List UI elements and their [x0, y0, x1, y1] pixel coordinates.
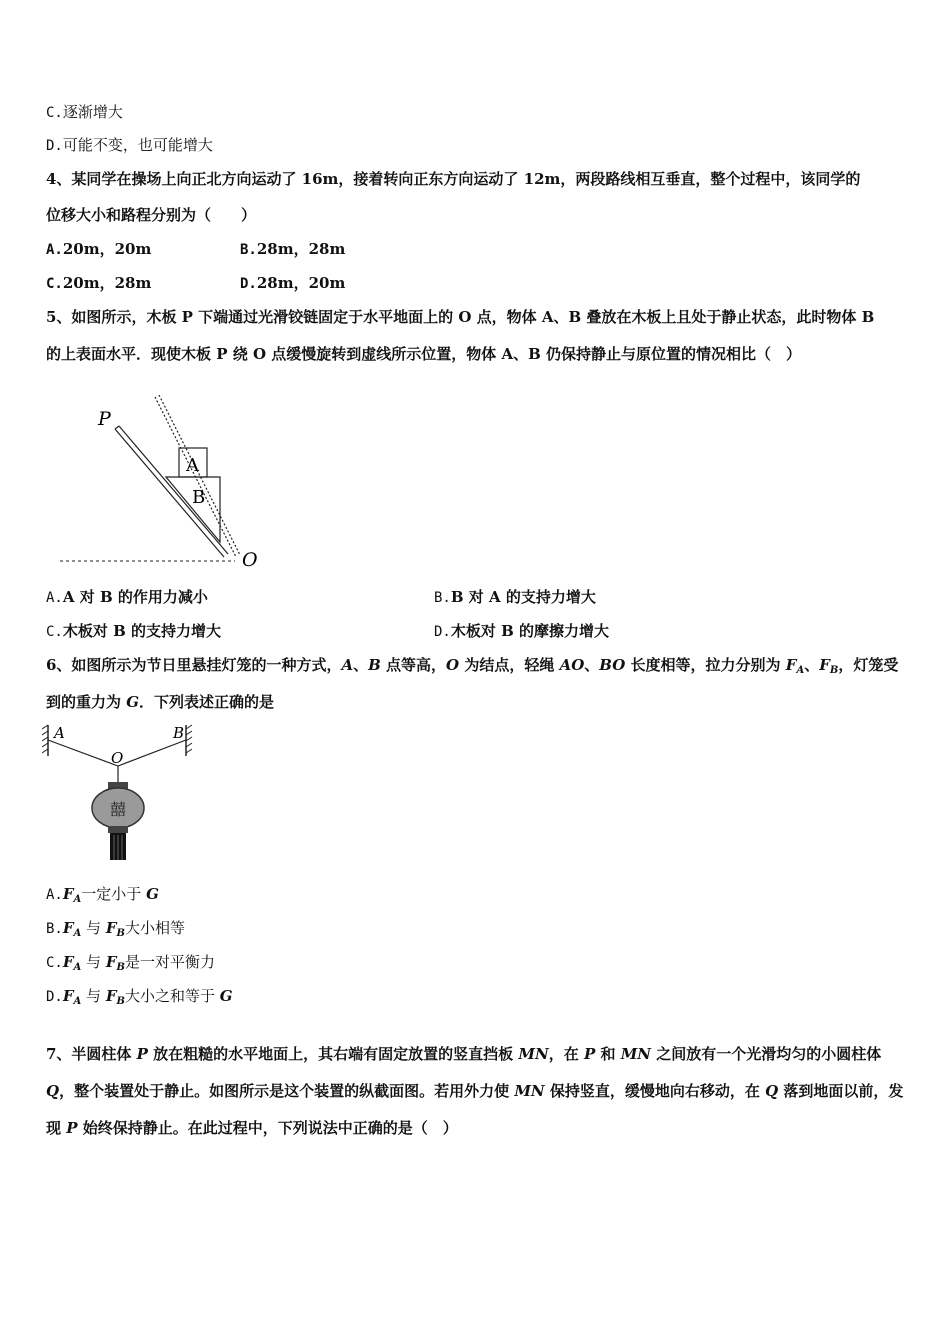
option-text: 木板对 B 的支持力增大	[62, 622, 221, 640]
label-a: A	[54, 724, 65, 742]
q4-option-d	[240, 273, 345, 294]
label-o: O	[242, 549, 258, 571]
option-text: 20m，28m	[62, 274, 152, 292]
q5-option-c	[46, 621, 221, 642]
q6-figure	[42, 720, 202, 865]
q4-stem-line2: 位移大小和路程分别为（ ）	[46, 206, 257, 224]
q5-option-d	[434, 621, 609, 642]
q5-figure	[55, 395, 275, 575]
option-label: D.	[434, 624, 451, 640]
q6-stem-line1: 6、如图所示为节日里悬挂灯笼的一种方式，A、B 点等高，O 为结点，轻绳 AO、BO 长度相等，拉力分别为 $F_A$、$F_B$，灯笼受	[46, 656, 899, 676]
q6-option-c: $C.F_A$ 与 $F_B$是一对平衡力	[46, 953, 215, 973]
option-text: 28m，28m	[256, 240, 346, 258]
option-label: C.	[46, 624, 63, 640]
q6-option-d: $D.F_A$ 与 $F_B$大小之和等于 G	[46, 987, 233, 1007]
option-text: A 对 B 的作用力减小	[62, 588, 208, 606]
lantern-char: 囍	[109, 800, 127, 819]
plank-p	[115, 429, 224, 557]
option-text: B 对 A 的支持力增大	[450, 588, 596, 606]
label-o: O	[111, 749, 124, 767]
option-text: 20m，20m	[62, 240, 152, 258]
option-text: 木板对 B 的摩擦力增大	[450, 622, 609, 640]
label-p: P	[98, 408, 111, 430]
option-text: 逐渐增大	[62, 103, 123, 121]
option-label: A.	[46, 590, 63, 606]
q3-option-d	[46, 135, 213, 156]
option-text: 可能不变，也可能增大	[62, 136, 213, 154]
rope-bo	[118, 740, 186, 766]
option-label: A.	[46, 242, 63, 258]
q4-option-c	[46, 273, 151, 294]
option-label: C.	[46, 276, 63, 292]
q5-stem-line1: 5、如图所示，木板 P 下端通过光滑铰链固定于水平地面上的 O 点，物体 A、B 叠放在木板上且处于静止状态，此时物体 B	[46, 308, 875, 326]
label-b: B	[192, 487, 206, 508]
q6-stem-line2: 到的重力为 G．下列表述正确的是	[46, 693, 275, 711]
q3-option-c	[46, 102, 123, 123]
option-label: B.	[434, 590, 451, 606]
option-label: B.	[240, 242, 257, 258]
q5-option-b	[434, 587, 596, 608]
option-label: D.	[46, 138, 63, 154]
option-text: 28m，20m	[256, 274, 346, 292]
option-label: D.	[240, 276, 257, 292]
q7-stem: 7、半圆柱体 P 放在粗糙的水平地面上，其右端有固定放置的竖直挡板 MN，在 P 和 MN 之间放有一个光滑均匀的小圆柱体 Q，整个装置处于静止。如图所示是这个装置的纵截面图。若用外力使 MN 保持竖直，缓慢地向右移动，在 Q 落到地面以前，发现 P 始终保持静止。在此过程中，下列说法中正确的是（ ）	[46, 1045, 904, 1137]
q5-stem-line2: 的上表面水平．现使木板 P 绕 O 点缓慢旋转到虚线所示位置，物体 A、B 仍保持静止与原位置的情况相比（ ）	[46, 345, 801, 363]
option-label: C.	[46, 105, 63, 121]
q6-option-b: $B.F_A$ 与 $F_B$大小相等	[46, 919, 185, 939]
q4-stem-line1: 4、某同学在操场上向正北方向运动了 16m，接着转向正东方向运动了 12m，两段路线相互垂直，整个过程中，该同学的	[46, 170, 861, 188]
q5-option-a	[46, 587, 208, 608]
label-a: A	[186, 455, 199, 476]
q4-option-b	[240, 239, 345, 260]
rope-ao	[48, 740, 118, 766]
q6-option-a: $A.F_A$一定小于 G	[46, 885, 159, 905]
label-b: B	[173, 724, 185, 742]
q4-option-a	[46, 239, 151, 260]
